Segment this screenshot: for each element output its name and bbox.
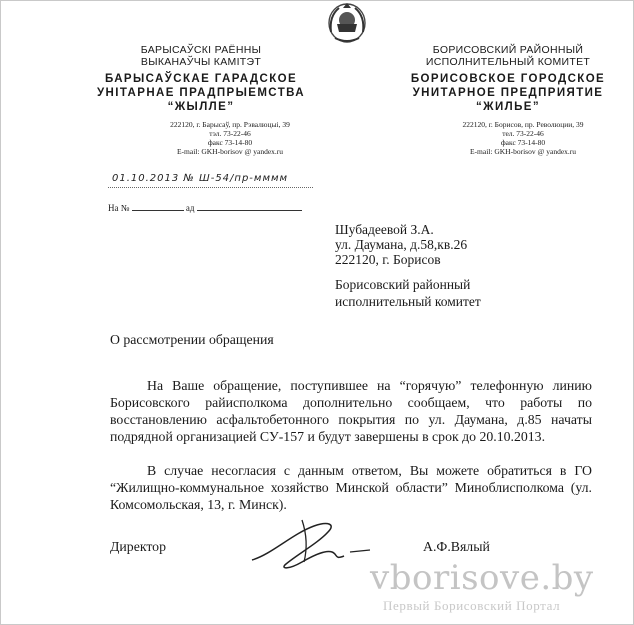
contact-email: E-mail: GKH-borisov @ yandex.ru [176,147,284,156]
copy-recipient-line: исполнительный комитет [335,294,481,309]
watermark-tagline: Первый Борисовский Портал [383,598,561,613]
header-right [403,44,613,156]
recipient-block [335,222,467,267]
org-name-line: ИСПОЛНИТЕЛЬНЫЙ КОМИТЕТ [425,56,591,68]
company-name-line: БОРИСОВСКОЕ ГОРОДСКОЕ [410,73,606,85]
watermark-site: vborisove.by [370,558,594,598]
contact-block [403,120,613,156]
na-label: На № [108,203,130,213]
company-name-line: БАРЫСАЎСКАЕ ГАРАДСКОЕ [104,73,298,85]
body-paragraph: На Ваше обращение, поступившее на “горячую” телефонную линию Борисовского райисполкома дополнительно сообщаем, что работы по восстановлению асфальтобетонного покрытия по ул. Даумана, д.85 начаты подрядной организацией СУ-157 и будут завершены в срок до 20.10.2013. [110,378,592,444]
contact-block [96,120,306,156]
company-name-line: УНІТАРНАЕ ПРАДПРЫЕМСТВА [97,87,305,99]
copy-recipient-block [335,276,481,310]
ad-label: ад [185,203,195,213]
company-name-line: УНИТАРНОЕ ПРЕДПРИЯТИЕ [412,87,604,99]
company-name-line: “ЖИЛЬЕ” [476,101,540,113]
contact-fax: факс 73-14-80 [207,138,253,147]
reference-underline [108,187,313,188]
ad-blank [197,201,302,211]
contact-phone: тэл. 73-22-46 [209,129,251,138]
recipient-city: 222120, г. Борисов [335,252,441,267]
reference-na-row [108,201,302,213]
contact-email: E-mail: GKH-borisov @ yandex.ru [469,147,577,156]
org-name-line: ВЫКАНАЎЧЫ КАМІТЭТ [140,56,262,68]
org-name-line: БАРЫСАЎСКІ РАЁННЫ [140,44,262,56]
body-paragraph: В случае несогласия с данным ответом, Вы можете обратиться в ГО “Жилищно-коммунальное хозяйство Минской области” Миноблисполкома (ул. Комсомольская, 13, г. Минск). [110,463,592,512]
subject-line: О рассмотрении обращения [110,332,274,347]
signatory-name: А.Ф.Вялый [423,539,490,554]
company-name-line: “ЖЫЛЛЕ” [167,101,235,113]
handwritten-signature [232,512,392,572]
contact-address: 222120, г. Барысаў, пр. Рэвалюцыі, 39 [170,120,290,129]
na-blank [132,201,184,211]
contact-fax: факс 73-14-80 [500,138,546,147]
header-left [96,44,306,156]
recipient-name: Шубадеевой З.А. [335,222,434,237]
contact-address: 222120, г. Борисов, пр. Революции, 39 [462,120,584,129]
state-emblem-icon [325,2,369,44]
org-name-line: БОРИСОВСКИЙ РАЙОННЫЙ [432,44,584,56]
reference-number: 01.10.2013 № Ш-54/пр-мммм [112,173,289,184]
copy-recipient-line: Борисовский районный [335,277,471,292]
signatory-title: Директор [110,539,166,554]
contact-phone: тел. 73-22-46 [502,129,544,138]
recipient-street: ул. Даумана, д.58,кв.26 [335,237,468,252]
